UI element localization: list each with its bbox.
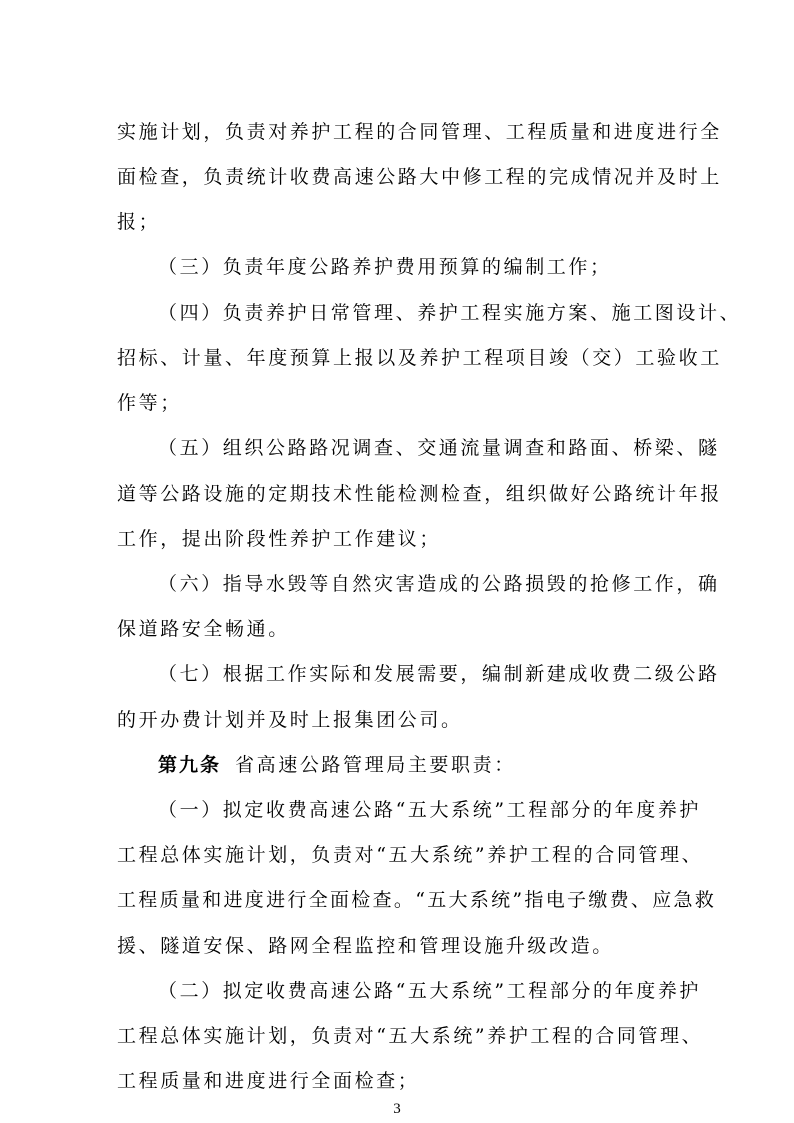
text-line: 的开办费计划并及时上报集团公司。: [117, 709, 463, 731]
text-line: （一）拟定收费高速公路“五大系统”工程部分的年度养护: [158, 799, 702, 821]
text-line: 工程质量和进度进行全面检查；: [117, 1070, 420, 1092]
text-line: （四）负责养护日常管理、养护工程实施方案、施工图设计、: [158, 302, 742, 324]
text-line: （五）组织公路路况调查、交通流量调查和路面、桥梁、隧: [158, 437, 720, 459]
text-line: 援、隧道安保、路网全程监控和管理设施升级改造。: [117, 935, 614, 957]
text-line: 工程总体实施计划，负责对“五大系统”养护工程的合同管理、: [117, 1025, 704, 1047]
text-line: 面检查，负责统计收费高速公路大中修工程的完成情况并及时上: [117, 166, 722, 188]
text-line: 工作，提出阶段性养护工作建议；: [117, 528, 442, 550]
text-line: 保道路安全畅通。: [117, 618, 290, 640]
text-line: （六）指导水毁等自然灾害造成的公路损毁的抢修工作，确: [158, 573, 720, 595]
text-line: （七）根据工作实际和发展需要，编制新建成收费二级公路: [158, 663, 720, 685]
text-line: 作等；: [117, 392, 182, 414]
article-text: 省高速公路管理局主要职责：: [235, 754, 516, 776]
text-line: 工程总体实施计划，负责对“五大系统”养护工程的合同管理、: [117, 844, 704, 866]
page-number: 3: [393, 1101, 401, 1117]
text-line: 工程质量和进度进行全面检查。“五大系统”指电子缴费、应急救: [117, 889, 717, 911]
text-line: 道等公路设施的定期技术性能检测检查，组织做好公路统计年报: [117, 483, 722, 505]
text-line: （二）拟定收费高速公路“五大系统”工程部分的年度养护: [158, 980, 702, 1002]
text-line: （三）负责年度公路养护费用预算的编制工作；: [158, 256, 612, 278]
text-line: 实施计划，负责对养护工程的合同管理、工程质量和进度进行全: [117, 121, 722, 143]
article-line: [158, 753, 778, 777]
text-line: 报；: [117, 211, 161, 233]
article-title: 第九条: [158, 754, 222, 776]
text-line: 招标、计量、年度预算上报以及养护工程项目竣（交）工验收工: [117, 347, 722, 369]
